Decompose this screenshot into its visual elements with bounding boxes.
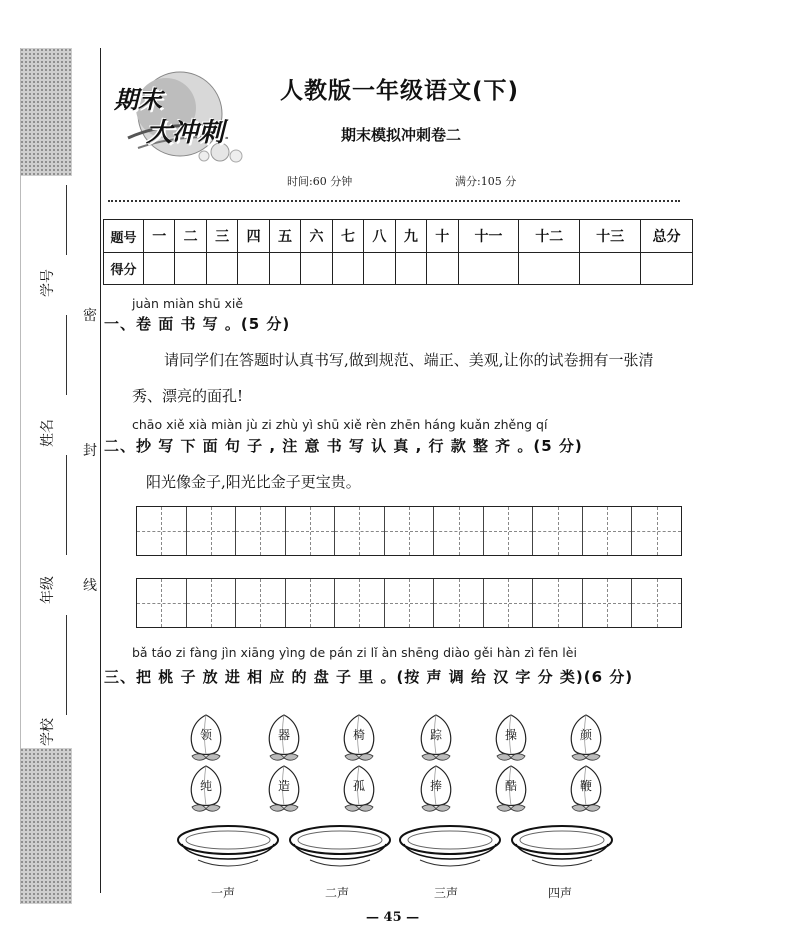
header-divider: [108, 200, 680, 202]
score-cell[interactable]: [580, 253, 641, 285]
student-id-label: 学号: [40, 269, 56, 297]
section1-title: 一、卷 面 书 写 。(5 分): [104, 315, 291, 333]
peach[interactable]: [337, 763, 381, 815]
grid-cell[interactable]: [236, 507, 286, 555]
grid-cell[interactable]: [385, 507, 435, 555]
question-number-row: [104, 220, 693, 253]
first-tone-label: 一声: [211, 886, 236, 900]
column-header: 七: [332, 220, 363, 253]
section3-title: 三、把 桃 子 放 进 相 应 的 盘 子 里 。(按 声 调 给 汉 字 分 类)(6 分): [104, 668, 634, 686]
grid-cell[interactable]: [434, 579, 484, 627]
column-header: 五: [269, 220, 300, 253]
peach[interactable]: [262, 763, 306, 815]
grid-cell[interactable]: [187, 579, 237, 627]
second-tone-label: 二声: [325, 886, 350, 900]
grid-cell[interactable]: [583, 579, 633, 627]
plate-third-tone[interactable]: [398, 824, 502, 872]
score-cell[interactable]: [269, 253, 300, 285]
page-title: 人教版一年级语文(下): [280, 78, 520, 104]
column-header: 十三: [580, 220, 641, 253]
logo-text-line2: 大冲刺: [146, 118, 225, 148]
student-name-label: 姓名: [40, 419, 56, 447]
school-label: 学校: [40, 718, 56, 746]
score-cell[interactable]: [519, 253, 580, 285]
section1-instruction-line2: 秀、漂亮的面孔!: [132, 387, 244, 405]
score-cell[interactable]: [238, 253, 269, 285]
section3-pinyin: bǎ táo zi fàng jìn xiāng yìng de pán zi lǐ àn shēng diào gěi hàn zì fēn lèi: [132, 645, 577, 660]
grid-cell[interactable]: [137, 579, 187, 627]
seal-char-xian: 线: [83, 578, 97, 594]
peach-character: 鞭: [579, 779, 592, 793]
row-label-question: 题号: [104, 220, 144, 253]
seal-char-feng: 封: [83, 443, 97, 459]
grid-cell[interactable]: [434, 507, 484, 555]
peach-character: 造: [277, 779, 290, 793]
score-cell[interactable]: [395, 253, 426, 285]
section1-instruction-line1: 请同学们在答题时认真书写,做到规范、端正、美观,让你的试卷拥有一张清: [164, 351, 654, 369]
section2-sentence: 阳光像金子,阳光比金子更宝贵。: [146, 473, 361, 491]
peach[interactable]: [184, 763, 228, 815]
grid-cell[interactable]: [187, 507, 237, 555]
plate-icon: [398, 824, 502, 872]
grid-cell[interactable]: [533, 579, 583, 627]
grid-cell[interactable]: [335, 507, 385, 555]
peach[interactable]: [489, 763, 533, 815]
column-header-total: 总分: [641, 220, 693, 253]
section2-pinyin: chāo xiě xià miàn jù zi zhù yì shū xiě rèn zhēn háng kuǎn zhěng qí: [132, 417, 548, 432]
peach[interactable]: [564, 763, 608, 815]
peach[interactable]: [414, 763, 458, 815]
score-row: [104, 253, 693, 285]
grid-cell[interactable]: [632, 579, 681, 627]
peach-character: 捧: [429, 779, 442, 793]
peach-character: 颜: [579, 728, 592, 742]
row-label-score: 得分: [104, 253, 144, 285]
plate-icon: [510, 824, 614, 872]
score-cell[interactable]: [427, 253, 458, 285]
grade-write-line: [66, 455, 67, 555]
plate-second-tone[interactable]: [288, 824, 392, 872]
column-header: 一: [144, 220, 175, 253]
peach-character: 操: [504, 728, 517, 742]
grade-label: 年级: [40, 576, 56, 604]
score-cell[interactable]: [175, 253, 206, 285]
score-cell[interactable]: [301, 253, 332, 285]
peach-character: 器: [277, 728, 290, 742]
peach-character: 纯: [199, 779, 212, 793]
exam-time: 时间:60 分钟: [287, 175, 353, 188]
section2-title: 二、抄 写 下 面 句 子 , 注 意 书 写 认 真 , 行 款 整 齐 。(5 分): [104, 437, 583, 455]
binding-line-main: [100, 48, 101, 893]
grid-cell[interactable]: [335, 579, 385, 627]
column-header: 十二: [519, 220, 580, 253]
grid-cell[interactable]: [632, 507, 681, 555]
fourth-tone-label: 四声: [548, 886, 573, 900]
column-header: 二: [175, 220, 206, 253]
id-write-line: [66, 185, 67, 255]
peach-character: 椅: [352, 728, 365, 742]
exam-full-score: 满分:105 分: [455, 175, 517, 188]
column-header: 三: [206, 220, 237, 253]
third-tone-label: 三声: [434, 886, 459, 900]
grid-cell[interactable]: [583, 507, 633, 555]
column-header: 十一: [458, 220, 519, 253]
binding-line-left: [20, 48, 21, 904]
binding-pattern-bottom: [20, 748, 72, 904]
plate-first-tone[interactable]: [176, 824, 280, 872]
column-header: 十: [427, 220, 458, 253]
writing-grid-row1[interactable]: [136, 506, 682, 556]
score-cell[interactable]: [144, 253, 175, 285]
peach[interactable]: [414, 712, 458, 764]
score-table: [103, 219, 693, 285]
peach-character: 酷: [504, 779, 517, 793]
column-header: 九: [395, 220, 426, 253]
peach-character: 领: [199, 728, 212, 742]
peach[interactable]: [564, 712, 608, 764]
grid-cell[interactable]: [533, 507, 583, 555]
logo-text-line1: 期末: [114, 86, 162, 114]
grid-cell[interactable]: [484, 507, 534, 555]
peach[interactable]: [489, 712, 533, 764]
grid-cell[interactable]: [236, 579, 286, 627]
column-header: 八: [364, 220, 395, 253]
grid-cell[interactable]: [385, 579, 435, 627]
score-cell[interactable]: [364, 253, 395, 285]
page-number: — 45 —: [366, 910, 420, 925]
column-header: 六: [301, 220, 332, 253]
writing-grid-row2[interactable]: [136, 578, 682, 628]
grid-cell[interactable]: [484, 579, 534, 627]
section1-pinyin: juàn miàn shū xiě: [132, 296, 244, 311]
exam-subtitle: 期末模拟冲刺卷二: [341, 126, 462, 144]
peach[interactable]: [337, 712, 381, 764]
binding-pattern-top: [20, 48, 72, 176]
name-write-line: [66, 315, 67, 395]
peach-character: 孤: [352, 779, 365, 793]
school-write-line: [66, 615, 67, 715]
grid-cell[interactable]: [286, 507, 336, 555]
score-cell-total[interactable]: [641, 253, 693, 285]
column-header: 四: [238, 220, 269, 253]
score-cell[interactable]: [332, 253, 363, 285]
peach[interactable]: [184, 712, 228, 764]
grid-cell[interactable]: [286, 579, 336, 627]
plate-icon: [176, 824, 280, 872]
grid-cell[interactable]: [137, 507, 187, 555]
score-cell[interactable]: [206, 253, 237, 285]
plate-icon: [288, 824, 392, 872]
peach-character: 踪: [429, 728, 442, 742]
score-cell[interactable]: [458, 253, 519, 285]
plate-fourth-tone[interactable]: [510, 824, 614, 872]
final-sprint-logo: [108, 68, 256, 166]
peach[interactable]: [262, 712, 306, 764]
seal-char-mi: 密: [83, 308, 97, 324]
